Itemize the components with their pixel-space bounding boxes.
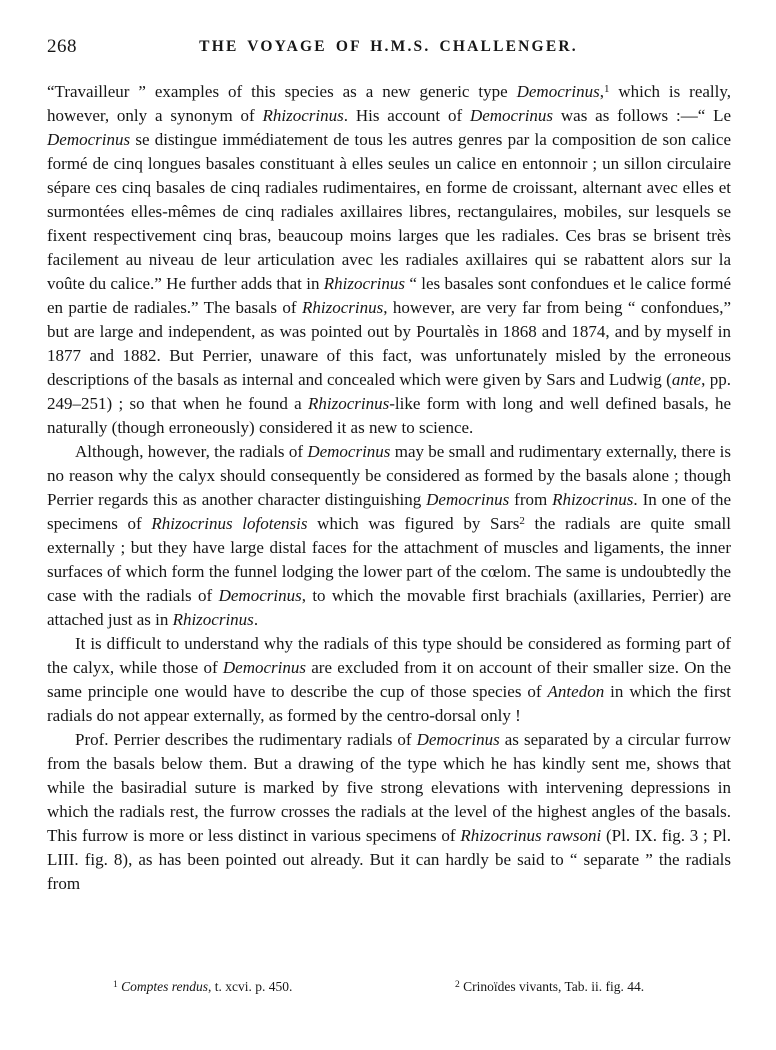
text-run: the radials are quite small externally ; but they have large distal faces for the attachment of muscles and ligaments, the inner surfaces of which form the funnel lodging the lower part of the cœlom. The same is undoubtedly the case with the radials of	[47, 514, 731, 605]
footnote-marker: 1	[603, 83, 610, 95]
paragraph	[47, 440, 731, 632]
text-run: are excluded from it on account of their smaller size. On the same principle one would have to describe the cup of those species of	[47, 658, 731, 701]
paragraph	[47, 80, 731, 440]
italic-text-run: Democrinus	[307, 442, 391, 461]
italic-text-run: Rhizocrinus	[308, 394, 390, 413]
footnotes	[47, 978, 731, 1002]
text-run: from	[509, 490, 553, 509]
footnote-marker: 2	[519, 515, 525, 527]
italic-text-run: Democrinus	[516, 82, 600, 101]
text-run: “Travailleur ” examples of this species as a new generic type	[47, 82, 517, 101]
text-run: which is really, however, only a synonym of	[47, 82, 731, 125]
text-run: , to which the movable first brachials (axillaries, Perrier) are attached just as in	[47, 586, 732, 629]
text-run: ,	[599, 82, 604, 101]
text-run: , t. xcvi. p. 450.	[208, 979, 293, 994]
italic-text-run: Democrinus	[47, 130, 131, 149]
italic-text-run: Rhizocrinus lofotensis	[151, 514, 308, 533]
text-run: se distingue immédiatement de tous les autres genres par la composition de son calice formé de cinq longues basales constituant à elles seules un calice en entonnoir ; un sillon circulaire sépare ces cinq basales de cinq radiales rudimentaires, en forme de croissant, alternant avec elles et surmontées elles-mêmes de cinq radiales axillaires libres, rectangulaires, mobiles, sur lesquels se fixent respectivement cinq bras, beaucoup moins larges que les radiales. Ces bras se brisent très facilement au niveau de leur articulation avec les radiales axillaires qui se rabattent alors sur la voûte du calice.” He further adds that in	[47, 130, 731, 293]
page-header	[47, 36, 730, 60]
text-run: Crinoïdes vivants, Tab. ii. fig. 44.	[463, 979, 645, 994]
footnote	[113, 978, 292, 996]
italic-text-run: Rhizocrinus	[172, 610, 254, 629]
text-run: It is difficult to understand why the radials of this type should be considered as forming part of the calyx, while those of	[47, 634, 731, 677]
paragraph	[47, 728, 731, 896]
italic-text-run: Democrinus	[218, 586, 302, 605]
italic-text-run: Rhizocrinus	[301, 298, 384, 317]
text-run: Although, however, the radials of	[75, 442, 308, 461]
italic-text-run: Comptes rendus	[121, 979, 208, 994]
footnote-marker: 2	[455, 980, 460, 990]
text-run: -like form with long and well defined basals, he naturally (though erroneously) considered it as new to science.	[47, 394, 731, 437]
text-run: in which the first radials do not appear externally, as formed by the centro-dorsal only !	[47, 682, 731, 725]
text-run: Prof. Perrier describes the rudimentary radials of	[75, 730, 417, 749]
italic-text-run: ante	[671, 370, 702, 389]
text-run: .	[253, 610, 259, 629]
text-run: was as follows :—“ Le	[553, 106, 731, 125]
footnote	[455, 978, 644, 996]
text-run: (Pl. IX. fig. 3 ; Pl. LIII. fig. 8), as has been pointed out already. But it can hardly be said to “ separate ” the radials from	[47, 826, 731, 893]
text-run: , pp. 249–251) ; so that when he found a	[47, 370, 732, 413]
italic-text-run: Democrinus	[222, 658, 306, 677]
text-run: as separated by a circular furrow from the basals below them. But a drawing of the type which he has kindly sent me, shows that while the basiradial suture is marked by five strong elevations with intervening depressions in which the radials rest, the furrow crosses the radials at the level of the highest angles of the basals. This furrow is more or less distinct in various specimens of	[47, 730, 731, 845]
italic-text-run: Rhizocrinus	[323, 274, 406, 293]
text-run: “ les basales sont confondues et le calice formé en partie de radiales.” The basals of	[47, 274, 731, 317]
footnote-marker: 1	[113, 980, 118, 990]
page-body	[47, 80, 731, 896]
italic-text-run: Rhizocrinus	[262, 106, 344, 125]
text-run: may be small and rudimentary externally, there is no reason why the calyx should consequently be considered as formed by the basals alone ; though Perrier regards this as another character distinguishing	[47, 442, 731, 509]
italic-text-run: Antedon	[547, 682, 605, 701]
paragraph	[47, 632, 731, 728]
text-run: , however, are very far from being “ confondues,” but are large and independent, as was pointed out by Pourtalès in 1868 and 1874, and by myself in 1877 and 1882. But Perrier, unaware of this fact, was unfortunately misled by the erroneous descriptions of the basals as internal and concealed which were given by Sars and Ludwig (	[47, 298, 731, 389]
running-title: THE VOYAGE OF H.M.S. CHALLENGER.	[199, 38, 578, 55]
italic-text-run: Democrinus	[426, 490, 510, 509]
page-number: 268	[47, 36, 77, 57]
italic-text-run: Rhizocrinus	[552, 490, 634, 509]
italic-text-run: Rhizocrinus rawsoni	[460, 826, 602, 845]
italic-text-run: Democrinus	[469, 106, 554, 125]
text-run: . His account of	[343, 106, 470, 125]
text-run: which was figured by Sars	[307, 514, 520, 533]
italic-text-run: Democrinus	[416, 730, 500, 749]
text-run: . In one of the specimens of	[47, 490, 732, 533]
